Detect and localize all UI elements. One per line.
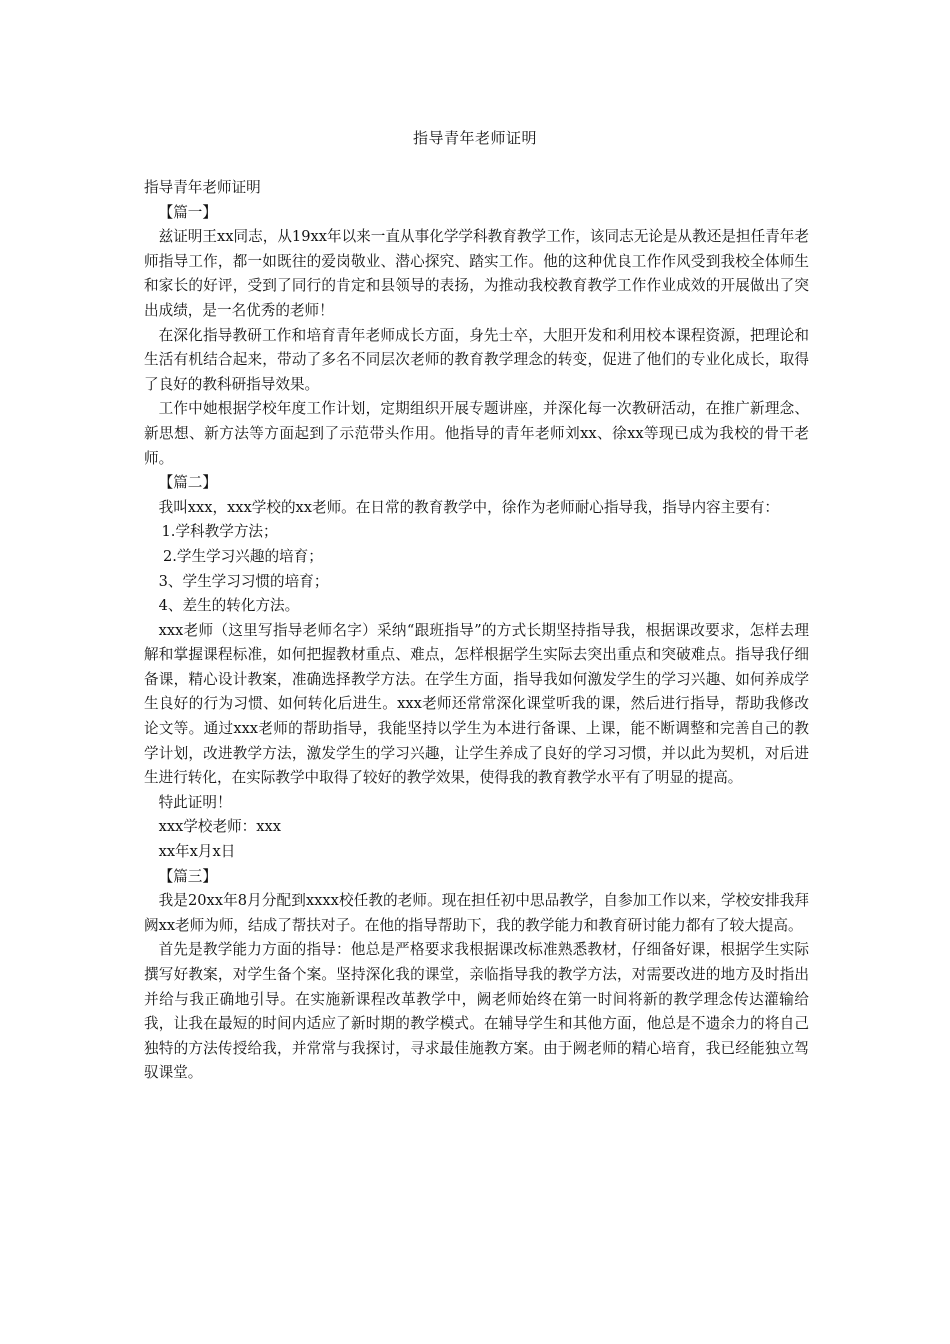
list-item: 1.学科教学方法；	[161, 523, 278, 541]
list-item: 3、学生学习习惯的培育；	[158, 572, 329, 590]
section-heading: 【篇三】	[158, 867, 217, 885]
list-item: 4、差生的转化方法。	[158, 597, 300, 615]
paragraph: 我是20xx年8月分配到xxxx校任教的老师。现在担任初中思品教学，自参加工作以来，学校安排我拜阙xx老师为师，结成了帮扶对子。在他的指导帮助下，我的教学能力和教育研讨能力都有了较大提高。	[144, 892, 809, 934]
paragraph: 兹证明王xx同志，从19xx年以来一直从事化学学科教育教学工作，该同志无论是从教还是担任青年老师指导工作，都一如既往的爱岗敬业、潜心探究、踏实工作。他的这种优良工作作风受到我校全体师生和家长的好评，受到了同行的肯定和县领导的表扬，为推动我校教育教学工作作业成效的开展做出了突出成绩，是一名优秀的老师！	[144, 228, 809, 319]
date-line: xx年x月x日	[158, 843, 236, 861]
section-heading: 【篇二】	[158, 474, 217, 492]
signature-line: xxx学校老师：xxx	[158, 818, 281, 836]
document-body	[144, 176, 809, 1086]
section-heading: 【篇一】	[158, 203, 217, 221]
list-item: 2.学生学习兴趣的培育；	[162, 547, 323, 565]
paragraph: 我叫xxx，xxx学校的xx老师。在日常的教育教学中，徐作为老师耐心指导我，指导内容主要有：	[158, 498, 780, 516]
document-title: 指导青年老师证明	[412, 129, 537, 147]
closing-line: 特此证明！	[158, 793, 232, 811]
paragraph: xxx老师（这里写指导老师名字）采纳“跟班指导”的方式长期坚持指导我，根据课改要求，怎样去理解和掌握课程标准，如何把握教材重点、难点，怎样根据学生实际去突出重点和突破难点。指导我仔细备课，精心设计教案，准确选择教学方法。在学生方面，指导我如何激发学生的学习兴趣、如何养成学生良好的行为习惯、如何转化后进生。xxx老师还常常深化课堂听我的课，然后进行指导，帮助我修改论文等。通过xxx老师的帮助指导，我能坚持以学生为本进行备课、上课，能不断调整和完善自己的教学计划，改进教学方法，激发学生的学习兴趣，让学生养成了良好的学习习惯，并以此为契机，对后进生进行转化，在实际教学中取得了较好的教学效果，使得我的教育教学水平有了明显的提高。	[144, 621, 809, 787]
paragraph: 在深化指导教研工作和培育青年老师成长方面，身先士卒，大胆开发和利用校本课程资源，把理论和生活有机结合起来，带动了多名不同层次老师的教育教学理念的转变，促进了他们的专业化成长，取得了良好的教科研指导效果。	[144, 326, 809, 393]
document-subtitle: 指导青年老师证明	[144, 179, 261, 196]
paragraph: 工作中她根据学校年度工作计划，定期组织开展专题讲座，并深化每一次教研活动，在推广新理念、新思想、新方法等方面起到了示范带头作用。他指导的青年老师刘xx、徐xx等现已成为我校的骨干老师。	[144, 400, 809, 467]
paragraph: 首先是教学能力方面的指导：他总是严格要求我根据课改标准熟悉教材，仔细备好课，根据学生实际撰写好教案，对学生备个案。坚持深化我的课堂，亲临指导我的教学方法，对需要改进的地方及时指出并给与我正确地引导。在实施新课程改革教学中，阙老师始终在第一时间将新的教学理念传达灌输给我，让我在最短的时间内适应了新时期的教学模式。在辅导学生和其他方面，他总是不遗余力的将自己独特的方法传授给我，并常常与我探讨，寻求最佳施教方案。由于阙老师的精心培育，我已经能独立驾驭课堂。	[144, 941, 809, 1082]
